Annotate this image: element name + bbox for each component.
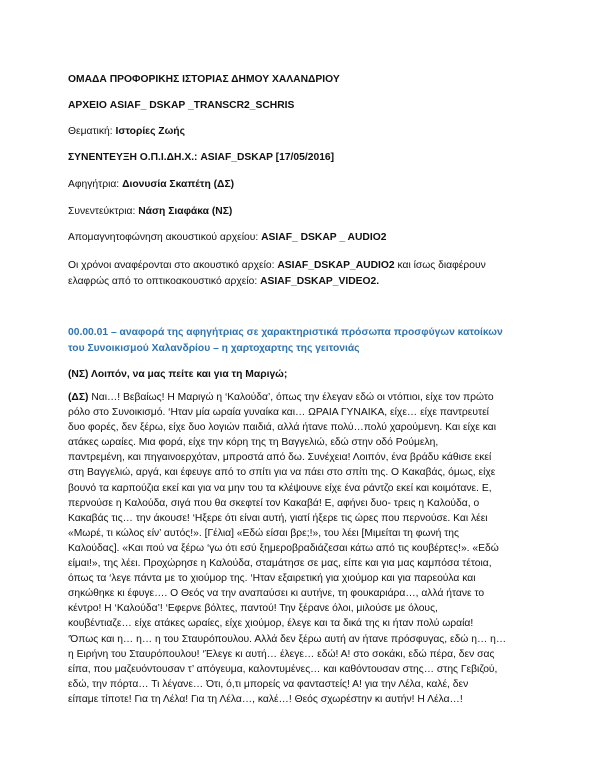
answer-line: βουνό τα καρπούζια εκεί και για να μην του τα κλέψουνε είχε ένα ράντζο εκεί και κοιμότανε. Ε, (68, 482, 492, 494)
answer-line: είπαμε τίποτε! Για τη Λέλα! Για τη Λέλα…, καλέ…! Θεός σχωρέστην κι αυτήν! Η Λέλα…! (68, 693, 463, 705)
audio-file-id: ASIAF_DSKAP_AUDIO2 (277, 260, 395, 271)
answer-line: ‘Όπως και η… η… η του Σταυρόπουλου. Αλλά δεν ξέρω αυτή αν ήτανε πρόσφυγας, εδώ η… η… (68, 633, 507, 645)
section-heading-line-2: του Συνοικισμού Χαλανδρίου – η χαρτοχαρτης της γειτονιάς (68, 343, 360, 354)
group-title: ΟΜΑΔΑ ΠΡΟΦΟΡΙΚΗΣ ΙΣΤΟΡΙΑΣ ΔΗΜΟΥ ΧΑΛΑΝΔΡΙΟΥ (68, 74, 340, 85)
answer-line: η Ειρήνη του Σταυρόπουλου! ‘Έλεγε κι αυτή… έλεγε… εδώ! Α! στο σοκάκι, εδώ πέρα, δεν σας (68, 648, 495, 660)
answer-line: «Μωρέ, τι κώλος είν’ αυτός!». [Γέλια] «Εδώ είσαι βρε;!», του λέει [Μιμείται τη φωνή της (68, 527, 459, 539)
video-file-id: ASIAF_DSKAP_VIDEO2. (260, 276, 380, 287)
narrator-answer (68, 390, 538, 707)
answer-speaker: (ΔΣ) (68, 392, 89, 403)
section-heading (68, 325, 538, 357)
interviewer-line (68, 205, 538, 218)
section-heading-line-1: 00.00.01 – αναφορά της αφηγήτριας σε χαρακτηριστικά πρόσωπα προσφύγων κατοίκων (68, 327, 503, 338)
answer-line: όπως τα ‘λεγε πάντα με το χιούμορ της. ‘Ηταν εξαιρετική για χιούμορ και για παρεούλα και (68, 573, 476, 585)
answer-line: κέντρο! Η ‘Καλούδα’! ‘Εφερνε βόλτες, παντού! Την ξέρανε όλοι, μιλούσε με όλους, (68, 603, 438, 615)
interviewer-label: Συνεντεύκτρια: (68, 206, 136, 217)
transcription-line (68, 231, 538, 244)
timing-note-line-1: Οι χρόνοι αναφέρονται στο ακουστικό αρχείο: ASIAF_DSKAP_AUDIO2 και ίσως διαφέρουν (68, 260, 486, 271)
interviewer-value: Νάση Σιαφάκα (ΝΣ) (138, 206, 233, 217)
theme-line (68, 125, 538, 138)
narrator-line (68, 178, 538, 191)
narrator-label: Αφηγήτρια: (68, 179, 120, 190)
theme-value: Ιστορίες Ζωής (115, 126, 185, 137)
answer-line: σηκώθηκε κι έφυγε…. Ο Θεός να την αναπαύσει κι αυτήνε, τη φουκαριάρα…, αλλά ήτανε το (68, 588, 485, 600)
answer-line: είμαι!», της λέει. Προχώρησε η Καλούδα, σταμάτησε σε μας, είπε και για μας καμπόσα τέτοια, (68, 558, 492, 570)
answer-line: δυο φορές, δεν ξέρω, είχε δυο λογιών παιδιά, αλλά ήτανε πολύ…πολύ χαρούμενη. Και είχε και (68, 422, 496, 434)
answer-line: παντρεμένη, και πηγαινοερχόταν, μπροστά από δω. Συνέχεια! Λοιπόν, ένα βράδυ κάθισε εκεί (68, 452, 492, 464)
transcription-value: ASIAF_ DSKAP _ AUDIO2 (261, 232, 387, 243)
answer-line: Κακαβάς τις… την άκουσε! ‘Ηξερε ότι είναι αυτή, γιατί ήξερε τις ώρες που περνούσε. Και λέει (68, 512, 488, 524)
answer-line: ρόλο στο Συνοικισμό. ‘Ηταν μία ωραία γυναίκα και… ΩΡΑΙΑ ΓΥΝΑΙΚΑ, είχε… είχε παντρευτεί (68, 407, 489, 419)
answer-line: στη Βαγγελιώ, αργά, και έφευγε από το σπίτι για να πάει στο σπίτι της. Ο Κακαβάς, όμως, είχε (68, 467, 496, 479)
answer-line: Καλούδας]. «Και πού να ξέρω ‘γω ότι εσύ ξημεροβραδιάζεσαι κάτω από τις κουβέρτες!». «Εδώ (68, 542, 499, 554)
timing-note (68, 258, 538, 290)
timing-note-line-2: ελαφρώς από το οπτικοακουστικό αρχείο: ASIAF_DSKAP_VIDEO2. (68, 276, 380, 287)
answer-line: είπα, που μαζευόντουσαν τ’ απόγευμα, καλοντυμένες… και καθόντουσαν στης… στης Γεβιζού, (68, 663, 498, 675)
answer-line: ατάκες ωραίες. Μια φορά, είχε την κόρη της τη Βαγγελιώ, εδώ στην οδό Ρούμελη, (68, 437, 439, 449)
theme-label: Θεματική: (68, 126, 113, 137)
interviewer-question: (ΝΣ) Λοιπόν, να μας πείτε και για τη Μαριγώ; (68, 369, 288, 380)
transcription-label: Απομαγνητοφώνηση ακουστικού αρχείου: (68, 232, 259, 243)
answer-line: εδώ, την πόρτα… Τι λέγανε… Ότι, ό,τι μπορείς να φανταστείς! Α! για την Λέλα, καλέ, δεν (68, 678, 469, 690)
archive-title: ΑΡΧΕΙΟ ASIAF_ DSKAP _TRANSCR2_SCHRIS (68, 100, 295, 111)
interview-id: ΣΥΝΕΝΤΕΥΞΗ Ο.Π.Ι.ΔΗ.Χ.: ASIAF_DSKAP [17/05/2016] (68, 152, 335, 163)
answer-line: (ΔΣ) Ναι…! Βεβαίως! Η Μαριγώ η ‘Καλούδα’, όπως την έλεγαν εδώ οι ντόπιοι, είχε τον πρώτο (68, 392, 494, 403)
answer-line: κουβέντιαζε… είχε ατάκες ωραίες, είχε χιούμορ, έλεγε και τα δικά της κι ήταν πολύ ωραία! (68, 618, 474, 630)
narrator-value: Διονυσία Σκαπέτη (ΔΣ) (122, 179, 235, 190)
answer-line: περνούσε η Καλούδα, σιγά που θα σκεφτεί τον Κακαβά! Ε, αφήνει δυο- τρεις η Καλούδα, ο (68, 497, 480, 509)
